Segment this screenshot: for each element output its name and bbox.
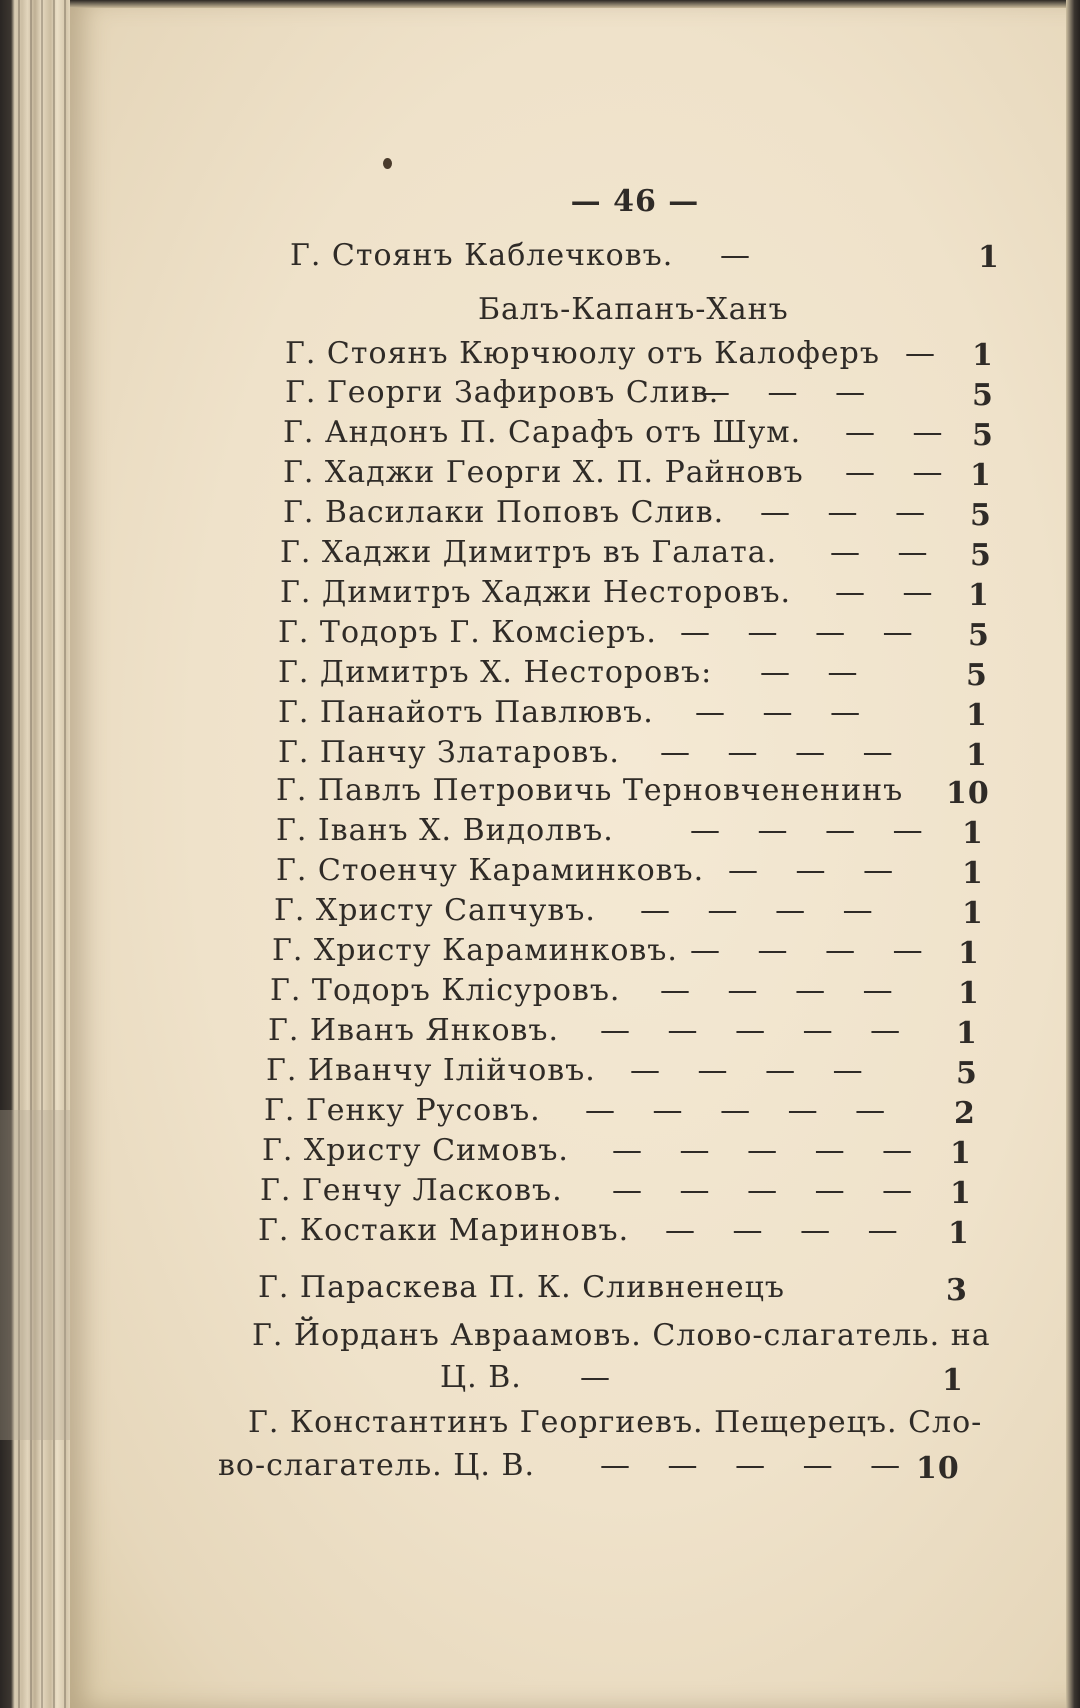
entry-name: Г. Павлъ Петровичь Терновчененинъ — [276, 773, 904, 808]
entry-amount: 10 — [946, 776, 990, 811]
entry-name: Г. Христу Караминковъ. — [272, 933, 678, 968]
entry-amount: 5 — [970, 538, 992, 573]
entry-name: Г. Андонъ П. Сарафъ отъ Шум. — [283, 415, 802, 450]
entry-amount: 1 — [958, 936, 980, 971]
entry-dashes: — — — [845, 455, 957, 490]
entry-name-line1: Г. Йорданъ Авраамовъ. Слово-слагатель. на — [252, 1318, 991, 1353]
entry-dashes: — — — — — — [600, 1448, 915, 1483]
page-edge-line — [18, 0, 20, 1708]
entry-dashes: — — — — [760, 495, 940, 530]
entry-name: Г. Иванчу Ілійчовъ. — [266, 1053, 596, 1088]
entry-amount: 1 — [978, 240, 1000, 275]
entry-dashes: — — — — — [660, 973, 907, 1008]
entry-dashes: — — — — — [630, 1053, 877, 1088]
entry-amount: 10 — [916, 1451, 960, 1486]
entry-dashes: — — — — — [690, 933, 937, 968]
page-edge-line — [30, 0, 32, 1708]
entry-name: Г. Димитръ Х. Несторовъ: — [278, 655, 713, 690]
entry-dashes: — — — [835, 575, 947, 610]
entry-name: Г. Христу Сапчувъ. — [274, 893, 596, 928]
entry-amount: 2 — [954, 1096, 976, 1131]
entry-name: Г. Хаджи Димитръ въ Галата. — [280, 535, 778, 570]
entry-amount: 3 — [946, 1273, 968, 1308]
entry-dashes: — — — — — [680, 615, 927, 650]
entry-dashes: — — — — — — [585, 1093, 900, 1128]
entry-amount: 1 — [972, 338, 994, 373]
entry-name-line2: Ц. В. — [440, 1360, 522, 1395]
page-number: — 46 — — [570, 184, 700, 219]
entry-dashes: — — — [760, 655, 872, 690]
entry-amount: 5 — [972, 418, 994, 453]
section-heading: Балъ-Капанъ-Ханъ — [478, 292, 789, 327]
page-edge-line — [64, 0, 66, 1708]
entry-name-line2: во-слагатель. Ц. В. — [218, 1448, 536, 1483]
entry-dashes: — — — — — [640, 893, 887, 928]
entry-amount: 1 — [962, 816, 984, 851]
entry-name: Г. Панчу Златаровъ. — [278, 735, 620, 770]
entry-amount: 5 — [968, 618, 990, 653]
entry-dashes: — — — [830, 535, 942, 570]
entry-name: Г. Христу Симовъ. — [262, 1133, 569, 1168]
entry-name: Г. Димитръ Хаджи Несторовъ. — [280, 575, 792, 610]
binding-clip — [0, 1110, 81, 1440]
entry-dashes: — — [905, 336, 949, 371]
entry-name: Г. Стоянъ Каблечковъ. — [290, 238, 674, 273]
entry-name: Г. Тодоръ Г. Комсіеръ. — [278, 615, 657, 650]
entry-dashes: — — [580, 1360, 624, 1395]
entry-name: Г. Костаки Мариновъ. — [258, 1213, 630, 1248]
top-edge — [70, 0, 1080, 8]
entry-name: Г. Стоянъ Кюрчюолу отъ Калоферъ — [285, 336, 880, 371]
entry-amount: 1 — [962, 896, 984, 931]
entry-name-line1: Г. Константинъ Георгиевъ. Пещерецъ. Сло- — [248, 1405, 983, 1440]
entry-amount: 1 — [966, 738, 988, 773]
entry-dashes: — — — — — — [612, 1133, 927, 1168]
entry-dashes: — — — — — — [612, 1173, 927, 1208]
page-edge-line — [41, 0, 43, 1708]
ink-dot — [383, 158, 392, 169]
entry-amount: 1 — [970, 458, 992, 493]
entry-dashes: — — — — — [690, 813, 937, 848]
entry-amount: 1 — [950, 1176, 972, 1211]
right-edge — [1066, 0, 1080, 1708]
entry-name: Г. Іванъ Х. Видолвъ. — [276, 813, 614, 848]
page-edge-line — [53, 0, 55, 1708]
entry-name: Г. Генку Русовъ. — [264, 1093, 541, 1128]
entry-name: Г. Параскева П. К. Сливненецъ — [258, 1270, 785, 1305]
entry-dashes: — — — — [695, 695, 875, 730]
entry-name: Г. Хаджи Георги Х. П. Райновъ — [283, 455, 804, 490]
entry-name: Г. Панайотъ Павлювъ. — [278, 695, 654, 730]
entry-dashes: — — — — — [665, 1213, 912, 1248]
entry-dashes: — — — — — — [600, 1013, 915, 1048]
entry-amount: 1 — [962, 856, 984, 891]
entry-name: Г. Георги Зафировъ Слив. — [285, 375, 720, 410]
entry-name: Г. Василаки Поповъ Слив. — [283, 495, 725, 530]
entry-dashes: — — [720, 238, 764, 273]
entry-amount: 1 — [966, 698, 988, 733]
entry-name: Г. Стоенчу Караминковъ. — [276, 853, 705, 888]
entry-amount: 5 — [966, 658, 988, 693]
entry-dashes: — — — — [700, 375, 880, 410]
entry-amount: 5 — [956, 1056, 978, 1091]
entry-dashes: — — — — [728, 853, 908, 888]
entry-amount: 5 — [970, 498, 992, 533]
entry-amount: 5 — [972, 378, 994, 413]
entry-amount: 1 — [942, 1363, 964, 1398]
entry-amount: 1 — [968, 578, 990, 613]
entry-name: Г. Иванъ Янковъ. — [268, 1013, 560, 1048]
entry-dashes: — — — [845, 415, 957, 450]
entry-amount: 1 — [958, 976, 980, 1011]
entry-amount: 1 — [948, 1216, 970, 1251]
entry-dashes: — — — — — [660, 735, 907, 770]
entry-amount: 1 — [956, 1016, 978, 1051]
entry-name: Г. Тодоръ Клісуровъ. — [270, 973, 621, 1008]
entry-amount: 1 — [950, 1136, 972, 1171]
entry-name: Г. Генчу Ласковъ. — [260, 1173, 563, 1208]
